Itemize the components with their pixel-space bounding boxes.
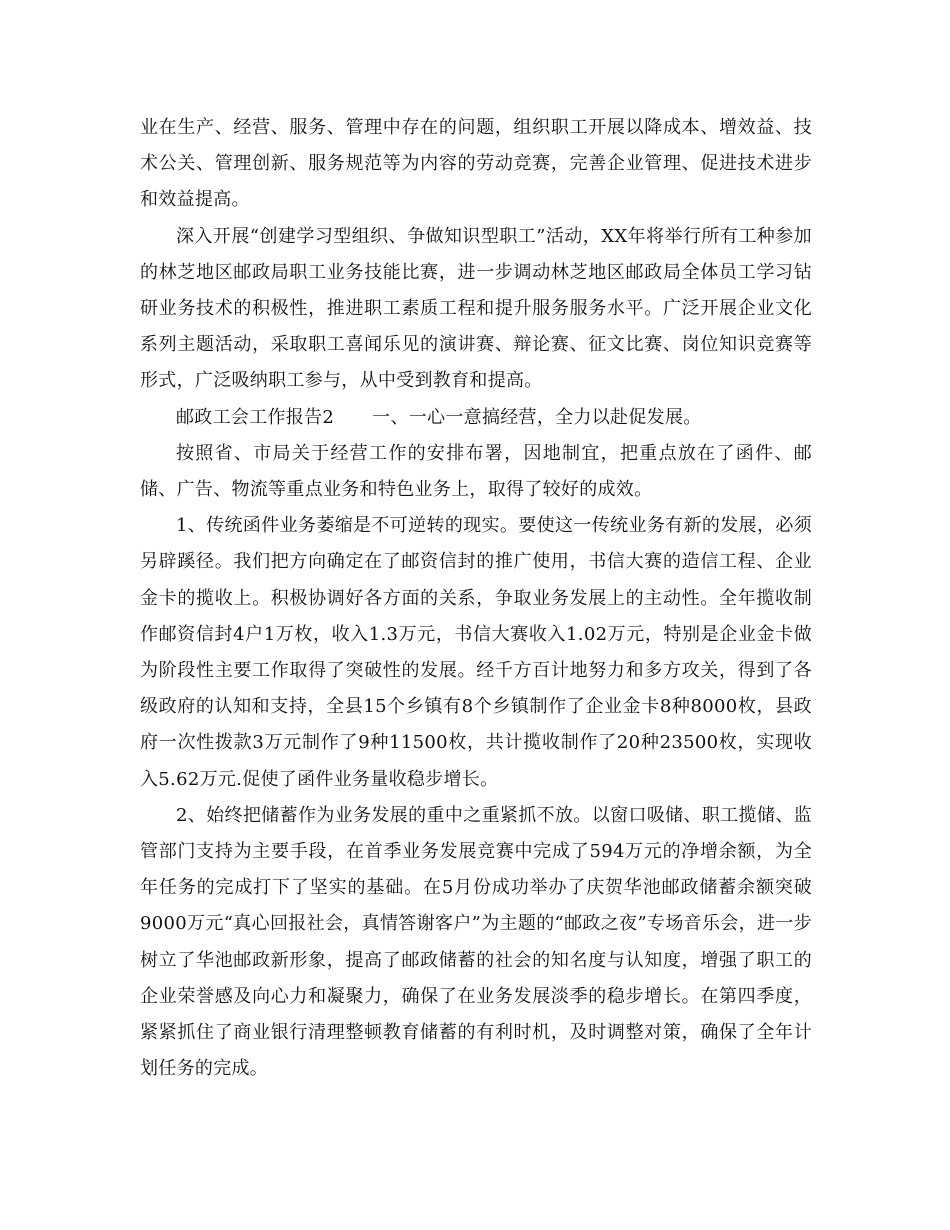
- report-title: 邮政工会工作报告2: [176, 406, 335, 428]
- paragraph-savings-business: 2、始终把储蓄作为业务发展的重中之重紧抓不放。以窗口吸储、职工揽储、监管部门支持为主要手段，在首季业务发展竞赛中完成了594万元的净增余额，为全年任务的完成打下了坚实的基础。在5月份成功举办了庆贺华池邮政储蓄余额突破9000万元“真心回报社会，真情答谢客户”为主题的“邮政之夜”专场音乐会，进一步树立了华池邮政新形象，提高了邮政储蓄的社会的知名度与认知度，增强了职工的企业荣誉感及向心力和凝聚力，确保了在业务发展淡季的稳步增长。在第四季度，紧紧抓住了商业银行清理整顿教育储蓄的有利时机，及时调整对策，确保了全年计划任务的完成。: [140, 804, 812, 1080]
- paragraph-labor-competition: 业在生产、经营、服务、管理中存在的问题，组织职工开展以降成本、增效益、技术公关、管理创新、服务规范等为内容的劳动竞赛，完善企业管理、促进技术进步和效益提高。: [140, 117, 812, 211]
- paragraph-business-focus: 按照省、市局关于经营工作的安排布署，因地制宜，把重点放在了函件、邮储、广告、物流等重点业务和特色业务上，取得了较好的成效。: [140, 442, 812, 501]
- paragraph-report-heading: [140, 400, 812, 436]
- section-heading: 一、一心一意搞经营，全力以赴促发展。: [372, 406, 702, 428]
- document-body: [140, 110, 812, 1087]
- paragraph-letter-business: 1、传统函件业务萎缩是不可逆转的现实。要使这一传统业务有新的发展，必须另辟蹊径。我们把方向确定在了邮资信封的推广使用，书信大赛的造信工程、企业金卡的揽收上。积极协调好各方面的关系，争取业务发展上的主动性。全年揽收制作邮资信封4户1万枚，收入1.3万元，书信大赛收入1.02万元，特别是企业金卡做为阶段性主要工作取得了突破性的发展。经千方百计地努力和多方攻关，得到了各级政府的认知和支持，全县15个乡镇有8个乡镇制作了企业金卡8种8000枚，县政府一次性拨款3万元制作了9种11500枚，共计揽收制作了20种23500枚，实现收入5.62万元.促使了函件业务量收稳步增长。: [140, 515, 812, 790]
- paragraph-learning-organization: 深入开展“创建学习型组织、争做知识型职工”活动，XX年将举行所有工种参加的林芝地区邮政局职工业务技能比赛，进一步调动林芝地区邮政局全体员工学习钻研业务技术的积极性，推进职工素质工程和提升服务服务水平。广泛开展企业文化系列主题活动，采取职工喜闻乐见的演讲赛、辩论赛、征文比赛、岗位知识竞赛等形式，广泛吸纳职工参与，从中受到教育和提高。: [140, 225, 812, 392]
